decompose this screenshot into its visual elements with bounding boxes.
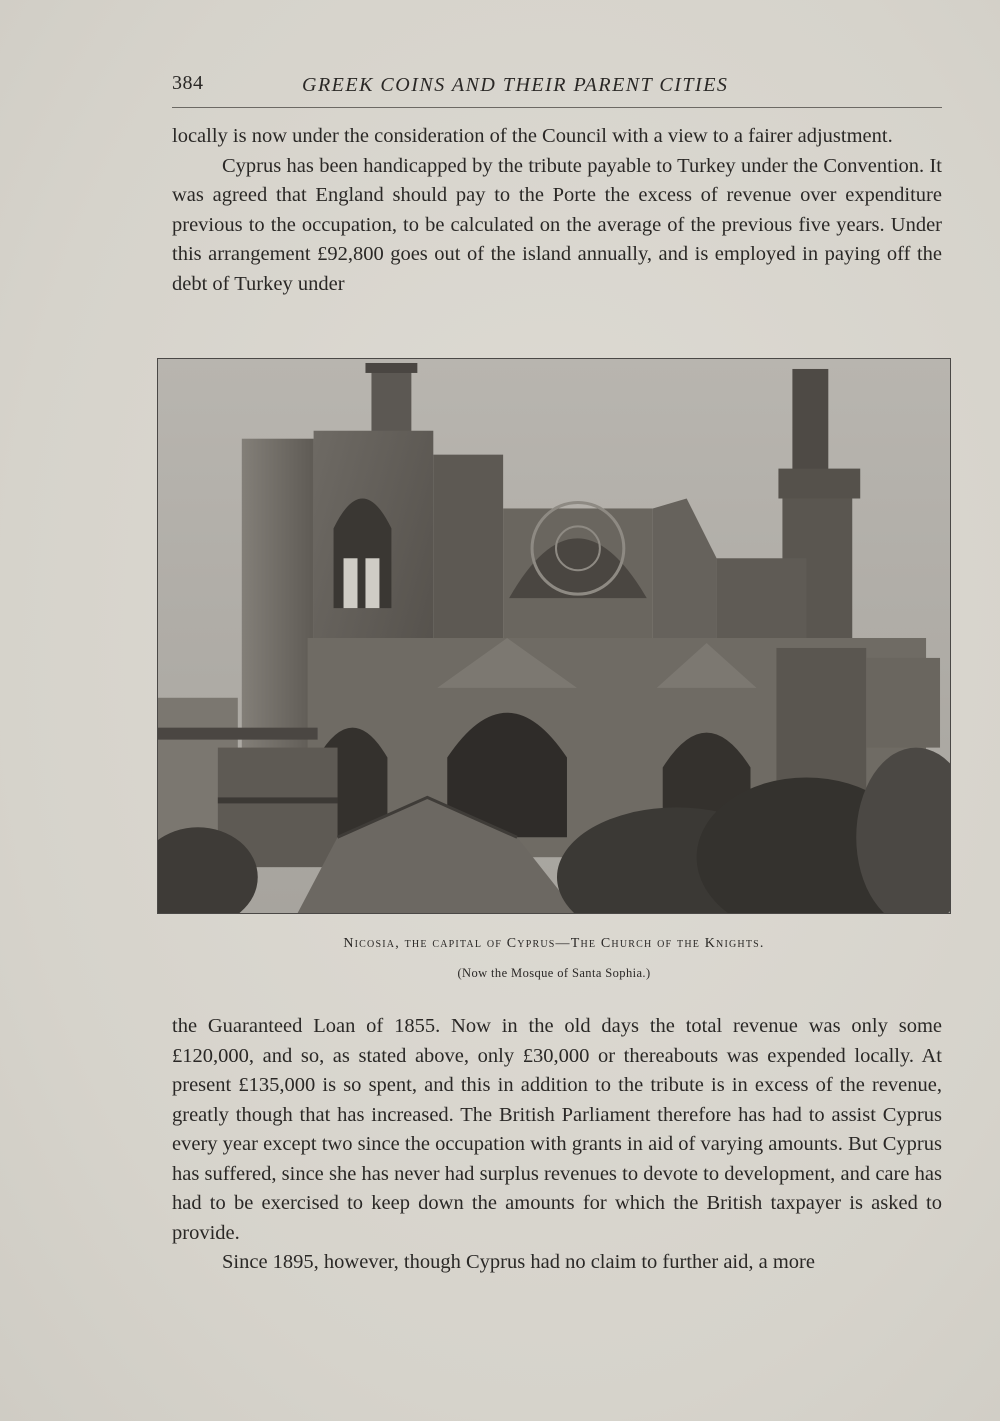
body-text-bottom bbox=[172, 1012, 942, 1278]
header-rule bbox=[172, 107, 942, 108]
photograph-church-of-the-knights bbox=[157, 358, 951, 914]
paragraph: Since 1895, however, though Cyprus had no claim to further aid, a more bbox=[222, 1251, 815, 1273]
page-number: 384 bbox=[172, 72, 204, 94]
church-illustration bbox=[158, 359, 950, 913]
body-text-top bbox=[172, 122, 942, 299]
paragraph: Cyprus has been handicapped by the tribute payable to Turkey under the Convention. It was agreed that England should pay to the Porte the excess of revenue over expenditure previous to the occupation, to be calculated on the average of the previous five years. Under this arrangement £92,800 goes out of the island annually, and is employed in paying off the debt of Turkey under bbox=[172, 154, 942, 295]
running-head bbox=[172, 72, 942, 102]
running-title: GREEK COINS AND THEIR PARENT CITIES bbox=[302, 74, 729, 96]
figure-subcaption: (Now the Mosque of Santa Sophia.) bbox=[457, 966, 651, 980]
paragraph: locally is now under the consideration of the Council with a view to a fairer adjustment. bbox=[172, 125, 893, 147]
paragraph: the Guaranteed Loan of 1855. Now in the old days the total revenue was only some £120,000, and so, as stated above, only £30,000 or thereabouts was expended locally. At present £135,000 is so spent, and this in addition to the tribute is in excess of the revenue, greatly though that has increased. The British Parliament therefore has had to assist Cyprus every year except two since the occupation with grants in aid of varying amounts. But Cyprus has suffered, since she has never had surplus revenues to devote to development, and care has had to be exercised to keep down the amounts for which the British taxpayer is asked to provide. bbox=[172, 1015, 942, 1244]
figure-caption: Nicosia, the capital of Cyprus—The Church of the Knights. bbox=[343, 936, 765, 951]
